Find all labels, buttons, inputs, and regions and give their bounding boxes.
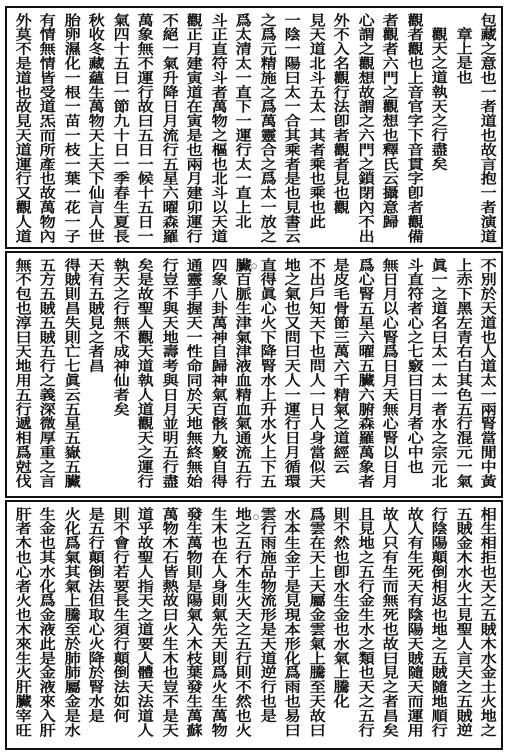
text-column: 水本生金于是見現本形化爲雨也易曰 (282, 507, 301, 738)
text-column: 臟百脈生津氣津液血精血氣通流五行 (233, 258, 252, 489)
text-column: 萬象無不運行故曰五日一候十五日一 (135, 13, 154, 244)
text-column: 觀正月建寅道在寅是也兩月建卯運行 (184, 13, 203, 244)
text-column: 故人有生死天有陰陽天賊隨天而運用 (404, 507, 424, 738)
text-column: 心謂之觀想故謂之六門之鎖閉內不出 (355, 13, 375, 244)
text-column: 矣是故聖人觀天道執人道觀天之運行 (135, 258, 154, 489)
text-column: 見天道北斗五太一其者乘也乘也此 (306, 13, 326, 229)
main-text-column: 天有五賊見之者昌 (86, 258, 105, 374)
text-column: 外莫不是道也故見天道運行又觀人道 (12, 13, 32, 244)
text-column: 爲太清太一直下一運行太一直上北 (233, 13, 252, 229)
text-column: 直得眞心火下降腎水上升水火上下五 (257, 258, 277, 489)
text-column: 五方五賊五賊五行之義深微厚重之言 (37, 258, 56, 489)
text-column: 故人只有生而無死也故曰見之者昌矣 (380, 507, 399, 738)
main-text-column: 觀天之道執天之行盡矣 (429, 27, 448, 172)
text-column: 五賊金木水火土見聖人言天之五賊逆 (453, 507, 473, 738)
column-group-bottom (10, 507, 500, 739)
text-column: 是皮毛骨節三萬六千精氣之道經云 (331, 258, 350, 474)
text-column: 不出戶知天下也問人一日人身當似天 (306, 258, 326, 489)
circle-mark-icon: ○ (251, 262, 258, 270)
text-column: 是五行顛倒法但取心火降於腎水是 (86, 507, 105, 723)
text-column: 斗直符者心之七竅曰日月者心中也 (404, 258, 424, 474)
text-column: 不絕一氣升降日月流行五星六曜森羅 (159, 13, 179, 244)
text-column: 者觀者六門之觀想也釋氏云攝意歸 (380, 13, 399, 229)
text-column: 行陰陽顛倒相返也地之五賊隨地順行 (429, 507, 448, 738)
text-column: 通靈手握天一性命同於天地無終無始 (184, 258, 203, 489)
text-column: 無不包也淳曰天地用五行遞相爲尅伐 (12, 258, 32, 489)
text-column: 秋收冬藏蘊生萬物天上天下仙言人世 (86, 13, 105, 244)
text-column: 萬物木石皆熱故曰火生木也豈不是天 (159, 507, 179, 738)
text-panel-top (5, 6, 503, 249)
text-column: 四象八卦萬神自歸神氣百骸九竅自得 (208, 258, 228, 489)
text-column: 氣四十五日一節九十日一季春生夏長 (110, 13, 130, 244)
column-group-middle (10, 258, 500, 490)
text-column: 地之五行木生火天之五行則不然也火 (233, 507, 252, 738)
text-column: 則不然也卽水生金也水氣上騰化 (331, 507, 350, 709)
text-column: 雲行雨施品物流形是天道逆行也是 (257, 507, 277, 723)
circle-mark-icon: ○ (253, 513, 260, 521)
text-column: 上赤下黑左青右白其色五行混元一氣 (453, 258, 473, 489)
text-column: 之爲元精施之爲萬靈合之爲太一放之 (257, 13, 277, 244)
text-column: 爲心腎五星六曜五臟六腑森羅萬象者 (355, 258, 375, 489)
text-column: 爲雲在天上天屬金雲氣上騰至天故曰 (306, 507, 326, 738)
text-column: 道乎故聖人指天之道要人體天法道人 (135, 507, 154, 738)
text-column: 則不會行若要長生須行顛倒法如何 (110, 507, 130, 723)
text-column: 得賊則昌失則亡七眞云五星五嶽五臟 (61, 258, 81, 489)
text-column: 行豈不與天地壽考與日月並明五行盡 (159, 258, 179, 489)
text-column: 生金也其水化爲金液此是金液來入肝 (37, 507, 56, 738)
text-column: 觀者觀也上音官字下音貫字卽者觀備 (404, 13, 424, 244)
text-column: 且見地之五行金生水之類也天之五行 (355, 507, 375, 738)
text-column: 地之氣也又問曰天人一運行日月循環 (282, 258, 301, 489)
text-column: 章上是也 (453, 27, 473, 85)
text-column: 火化爲氣其氣上騰至於肺肺屬金是水 (61, 507, 81, 738)
text-panel-bottom (5, 500, 503, 750)
text-panel-middle (5, 251, 503, 498)
text-column: 無日月以心腎爲日月天無心腎以日月 (380, 258, 399, 489)
text-column: 執天之行無不成神仙者矣 (110, 258, 130, 417)
text-column: 肝者木也心者火也木來生火肝臟宰旺 (12, 507, 32, 738)
text-column: 斗正直符斗者萬物之樞也北斗以天道 (208, 13, 228, 244)
text-column: 一陰一陽曰太一合其乘者是也見書云 (282, 13, 301, 244)
text-column: 外不入名觀行法卽者觀者見也觀 (331, 13, 350, 215)
column-group-top (10, 13, 500, 245)
text-column: 眞一之道名曰太一太一者水之宗元北 (429, 258, 448, 489)
text-column: 有情無情皆受道炁而所產也故萬物內 (37, 13, 56, 244)
text-column: 相生相拒也天之五賊木水金土火地之 (478, 507, 497, 738)
text-column: 胎卵濕化一根一苗一枝一葉一花一子 (61, 13, 81, 244)
text-column: 包藏之意也一者道也故言抱一者演道 (478, 13, 497, 244)
text-column: 不別於天道也人道太一兩腎當閒中黃 (478, 258, 497, 489)
text-column: 生木也在人身則氣先天則爲火生萬物 (208, 507, 228, 738)
text-column: 發生萬物則是陽氣入木枝葉發生萬蘇 (184, 507, 203, 738)
